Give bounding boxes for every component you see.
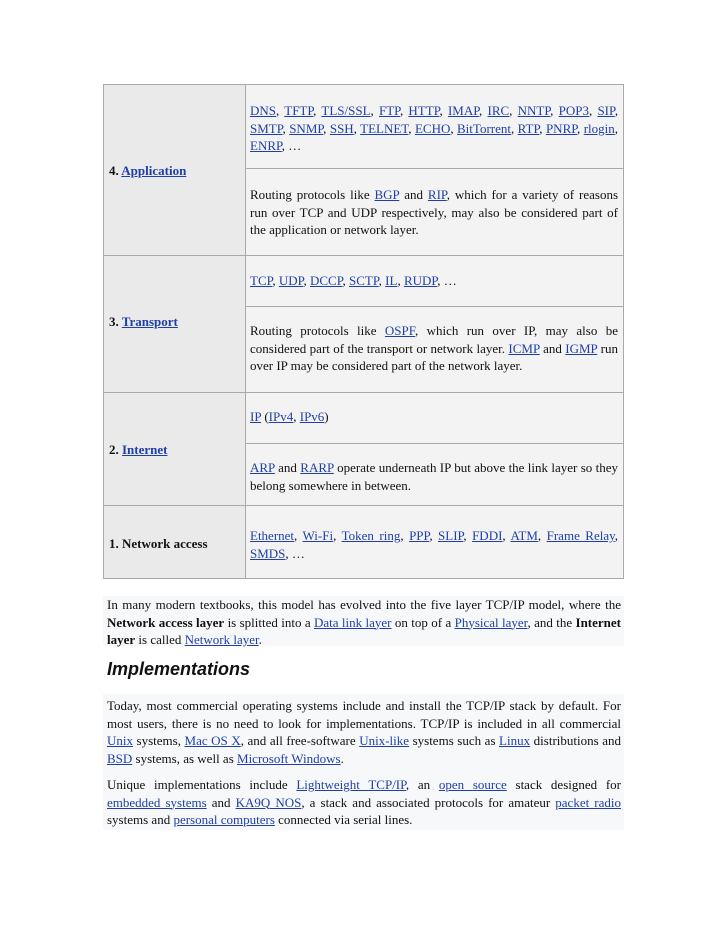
text-run: ,: [479, 103, 488, 118]
text-run: , …: [437, 273, 457, 288]
inline-link[interactable]: IP: [250, 409, 262, 424]
text-run: and: [399, 187, 428, 202]
text-run: (: [261, 409, 269, 424]
text-run: ,: [400, 528, 410, 543]
text-run: ,: [333, 528, 342, 543]
transport-layer-label: [109, 314, 178, 330]
inline-link[interactable]: UDP: [278, 273, 304, 288]
text-run: is splitted into a: [224, 614, 315, 630]
text-run: ,: [429, 528, 439, 543]
inline-link[interactable]: rlogin: [583, 120, 615, 136]
transport-label-cell: [104, 256, 245, 392]
inline-link[interactable]: TCP: [250, 273, 273, 288]
text-run: Routing protocols like: [250, 187, 375, 202]
text-run: ,: [378, 273, 386, 288]
label-number: 3.: [109, 314, 119, 329]
label-number: 4.: [109, 163, 119, 178]
inline-link[interactable]: SSH: [329, 120, 354, 136]
inline-link[interactable]: IPv4: [268, 409, 294, 424]
inline-link[interactable]: KA9Q NOS: [235, 794, 302, 810]
application-protocols-cell: [246, 85, 623, 168]
inline-link[interactable]: RARP: [300, 460, 334, 475]
text-run: ,: [313, 103, 322, 118]
implementations-paragraph: [107, 697, 621, 767]
text-run: ,: [614, 103, 619, 118]
inline-link[interactable]: BGP: [374, 187, 400, 202]
text-run: and: [274, 460, 301, 475]
internet-label-cell: [104, 393, 245, 505]
inline-link[interactable]: IGMP: [565, 340, 598, 356]
label-number: 2.: [109, 442, 119, 457]
inline-link[interactable]: TFTP: [284, 103, 314, 118]
text-run: Today, most commercial operating systems include and install the TCP/IP stack by default. For most users, there is no need to look for implementations. TCP/IP is included in all commercial: [107, 698, 621, 731]
text-run: connected via serial lines.: [274, 812, 413, 827]
inline-link[interactable]: Mac OS X: [184, 733, 241, 748]
text-run: systems, as well as: [132, 750, 238, 766]
text-run: ,: [463, 528, 473, 543]
text-run: , a stack and associated protocols for amateur: [301, 794, 556, 810]
inline-link[interactable]: NNTP: [517, 103, 551, 118]
internet-note: [250, 459, 618, 494]
inline-link[interactable]: Physical layer: [454, 614, 528, 630]
text-run: ,: [509, 103, 518, 118]
text-run: , an: [405, 777, 439, 792]
inline-link[interactable]: OSPF: [384, 323, 415, 338]
text-run: run over IP may be considered part of the network layer.: [250, 340, 618, 373]
inline-link[interactable]: SLIP: [438, 528, 464, 543]
textbook-paragraph: [107, 596, 621, 649]
text-run: systems,: [133, 733, 185, 748]
text-run: , and all free-software: [240, 733, 360, 748]
inline-link[interactable]: Microsoft Windows: [237, 750, 341, 766]
text-run: on top of a: [391, 614, 455, 630]
text-run: systems such as: [409, 733, 500, 748]
text-run: ,: [293, 409, 300, 424]
text-run: ,: [550, 103, 559, 118]
implementations-heading: Implementations: [107, 659, 251, 679]
inline-link[interactable]: TELNET: [360, 120, 409, 136]
inline-link[interactable]: open source: [438, 777, 507, 792]
application-label-cell: [104, 85, 245, 255]
text-run: .: [258, 632, 262, 647]
inline-link[interactable]: Unix-like: [359, 733, 410, 748]
inline-link[interactable]: RTP: [517, 120, 540, 136]
inline-link[interactable]: PNRP: [545, 120, 578, 136]
text-run: ,: [510, 120, 518, 136]
text-run: .: [340, 750, 344, 766]
inline-link[interactable]: SMDS: [250, 545, 286, 561]
text-run: , which for a variety of reasons run over TCP and UDP respectively, may also be considered part of the application or network layer.: [250, 187, 618, 237]
application-note: [250, 186, 618, 239]
inline-link[interactable]: TLS/SSL: [321, 103, 371, 118]
inline-link[interactable]: Network layer: [184, 632, 259, 647]
inline-link[interactable]: IRC: [487, 103, 510, 118]
inline-link[interactable]: personal computers: [173, 812, 275, 827]
inline-link[interactable]: FTP: [378, 103, 400, 118]
inline-link[interactable]: POP3: [558, 103, 589, 118]
application-protocols: [250, 102, 618, 155]
text-run: ,: [439, 103, 448, 118]
network-access-layer-label: 1. Network access: [109, 536, 208, 551]
text-run: stack designed for: [506, 777, 622, 792]
inline-link[interactable]: RUDP: [403, 273, 438, 288]
text-run: ,: [342, 273, 350, 288]
inline-link[interactable]: HTTP: [408, 103, 440, 118]
text-run: Routing protocols like: [250, 323, 385, 338]
inline-link[interactable]: Unix: [107, 733, 133, 748]
inline-link[interactable]: ENRP: [250, 138, 282, 153]
inline-link[interactable]: ATM: [510, 528, 538, 543]
text-run: ,: [323, 120, 330, 136]
text-run: is called: [135, 632, 185, 647]
text-run: , …: [285, 545, 305, 561]
inline-link[interactable]: IMAP: [447, 103, 480, 118]
text-run: ): [324, 409, 329, 424]
text-run: ,: [397, 273, 404, 288]
transport-note: [250, 322, 618, 375]
unique-implementations-paragraph: [107, 776, 621, 829]
text-run: ,: [614, 120, 619, 136]
inline-link[interactable]: ARP: [250, 460, 275, 475]
network-access-label-cell: [104, 506, 245, 578]
inline-link[interactable]: Frame Relay: [546, 528, 615, 543]
inline-link[interactable]: SMTP: [250, 120, 283, 136]
text-run: and: [539, 340, 566, 356]
text-run: ,: [614, 528, 619, 543]
inline-link[interactable]: PPP: [409, 528, 430, 543]
inline-link[interactable]: ECHO: [414, 120, 451, 136]
inline-link[interactable]: Lightweight TCP/IP: [296, 777, 406, 792]
inline-link[interactable]: BSD: [107, 750, 133, 766]
inline-link[interactable]: IL: [385, 273, 398, 288]
application-note-cell: [246, 169, 623, 255]
transport-protocols-cell: [246, 256, 623, 306]
inline-link[interactable]: SCTP: [349, 273, 379, 288]
text-run: ,: [303, 273, 310, 288]
internet-layer-label: [109, 442, 168, 458]
text-run: , and the: [527, 614, 576, 630]
internet-protocols-cell: [246, 393, 623, 443]
inline-link[interactable]: SNMP: [289, 120, 324, 136]
application-layer-label: [109, 163, 186, 179]
transport-note-cell: [246, 307, 623, 392]
inline-link[interactable]: Token ring: [341, 528, 401, 543]
inline-link[interactable]: SIP: [597, 103, 615, 118]
text-run: systems and: [107, 812, 174, 827]
transport-protocols: [250, 272, 618, 290]
text-run: In many modern textbooks, this model has evolved into the five layer TCP/IP model, where the: [107, 597, 621, 612]
inline-link[interactable]: Linux: [499, 733, 531, 748]
text-run: ,: [588, 103, 598, 118]
inline-link[interactable]: IPv6: [299, 409, 325, 424]
network-access-protocols: [250, 527, 618, 562]
text-run: Unique implementations include: [107, 777, 297, 792]
text-run: ,: [450, 120, 458, 136]
inline-link[interactable]: FDDI: [472, 528, 503, 543]
tcpip-layer-table: [103, 84, 624, 579]
inline-link[interactable]: ICMP: [508, 340, 540, 356]
text-run: distributions and: [530, 733, 621, 748]
text-run: ,: [399, 103, 409, 118]
inline-link[interactable]: Data link layer: [314, 614, 392, 630]
text-run: and: [206, 794, 236, 810]
text-run: ,: [272, 273, 279, 288]
inline-link[interactable]: DCCP: [309, 273, 343, 288]
bold-text: Internet layer: [107, 614, 622, 647]
bold-text: Network access layer: [107, 614, 225, 630]
text-run: , which run over IP, may also be considered part of the transport or network layer.: [250, 323, 618, 356]
internet-link[interactable]: Internet: [122, 442, 168, 457]
text-run: ,: [353, 120, 361, 136]
inline-link[interactable]: RIP: [427, 187, 447, 202]
application-link[interactable]: Application: [121, 163, 187, 178]
text-run: ,: [294, 528, 303, 543]
text-run: ,: [539, 120, 546, 136]
inline-link[interactable]: BitTorrent: [457, 120, 511, 136]
text-run: ,: [577, 120, 584, 136]
network-access-protocols-cell: [246, 506, 623, 578]
internet-note-cell: [246, 444, 623, 505]
text-run: ,: [282, 120, 290, 136]
inline-link[interactable]: embedded systems: [107, 794, 207, 810]
inline-link[interactable]: DNS: [250, 103, 277, 118]
inline-link[interactable]: Ethernet: [250, 528, 295, 543]
text-run: ,: [502, 528, 511, 543]
text-run: ,: [408, 120, 415, 136]
text-run: ,: [276, 103, 285, 118]
inline-link[interactable]: packet radio: [555, 794, 621, 810]
text-run: operate underneath IP but above the link layer so they belong somewhere in between.: [250, 460, 618, 493]
internet-protocols: [250, 408, 618, 426]
text-run: , …: [281, 138, 302, 153]
inline-link[interactable]: Wi-Fi: [302, 528, 334, 543]
text-run: ,: [537, 528, 547, 543]
text-run: ,: [370, 103, 379, 118]
transport-link[interactable]: Transport: [121, 314, 178, 329]
